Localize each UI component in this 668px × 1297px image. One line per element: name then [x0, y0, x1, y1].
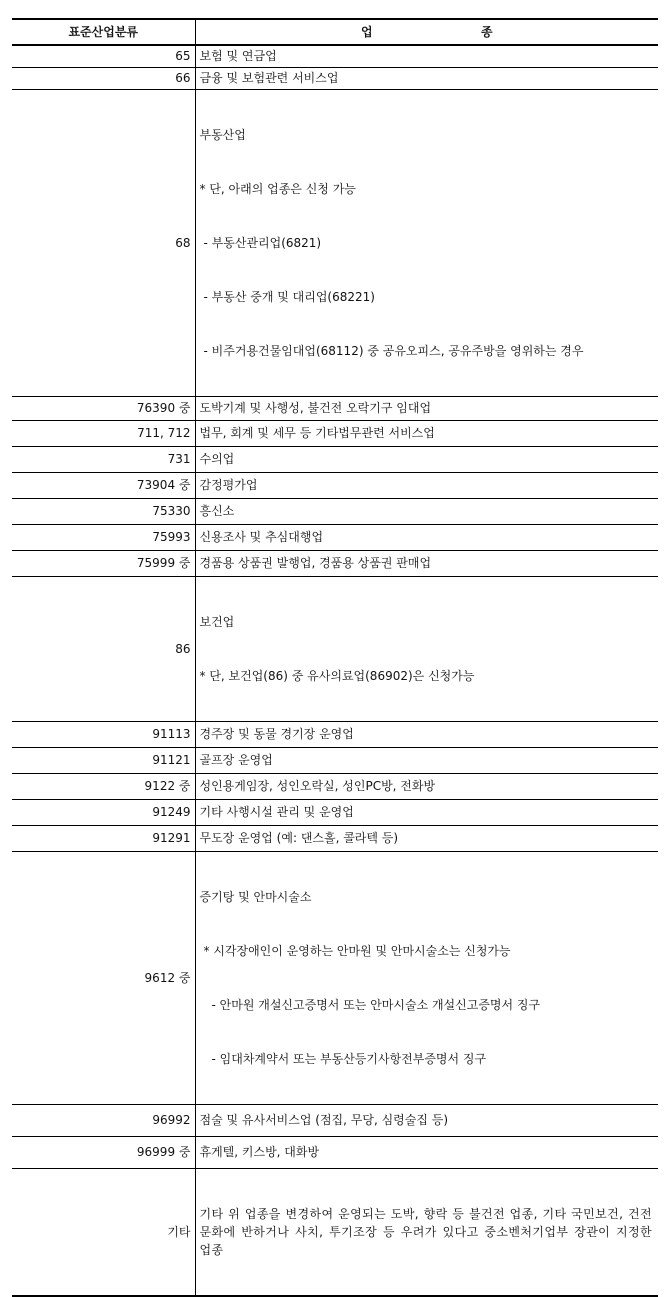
industry-name: 법무, 회계 및 세무 등 기타법무관련 서비스업	[195, 420, 658, 446]
header-industry-name	[195, 19, 658, 45]
table-row	[12, 1136, 658, 1168]
industry-code: 96999 중	[12, 1136, 195, 1168]
table-row	[12, 67, 658, 89]
header-industry-code: 표준산업분류	[12, 19, 195, 45]
industry-code: 68	[12, 89, 195, 396]
table-row	[12, 550, 658, 576]
exception-note: * 단, 아래의 업종은 신청 가능	[199, 181, 356, 196]
header-name-char-1: 업	[360, 25, 373, 39]
industry-name: 신용조사 및 추심대행업	[195, 524, 658, 550]
industry-detail	[195, 576, 658, 721]
table-row	[12, 45, 658, 67]
industry-code: 96992	[12, 1104, 195, 1136]
exception-item: - 비주거용건물임대업(68112) 중 공유오피스, 공유주방을 영위하는 경우	[203, 343, 584, 358]
industry-name: 점술 및 유사서비스업 (점집, 무당, 심령술집 등)	[195, 1104, 658, 1136]
table-row	[12, 524, 658, 550]
industry-code: 75999 중	[12, 550, 195, 576]
header-name-char-2: 종	[480, 25, 493, 39]
industry-name: 보험 및 연금업	[195, 45, 658, 67]
exception-note: * 단, 보건업(86) 중 유사의료업(86902)은 신청가능	[199, 668, 475, 683]
industry-name: 경품용 상품권 발행업, 경품용 상품권 판매업	[195, 550, 658, 576]
exception-note: * 시각장애인이 운영하는 안마원 및 안마시술소는 신청가능	[203, 943, 511, 958]
industry-code: 91121	[12, 747, 195, 773]
industry-code: 75330	[12, 498, 195, 524]
industry-name: 부동산업	[199, 127, 246, 142]
industry-code: 65	[12, 45, 195, 67]
industry-code: 91113	[12, 721, 195, 747]
industry-code: 91291	[12, 825, 195, 851]
industry-name: 무도장 운영업 (예: 댄스홀, 콜라텍 등)	[195, 825, 658, 851]
exception-item: - 부동산관리업(6821)	[203, 235, 322, 250]
table-header-row	[12, 19, 658, 45]
table-row	[12, 773, 658, 799]
table-row	[12, 576, 658, 721]
exception-item: - 안마원 개설신고증명서 또는 안마시술소 개설신고증명서 징구	[211, 997, 541, 1012]
restricted-industry-table	[12, 18, 658, 1297]
industry-name: 성인용게임장, 성인오락실, 성인PC방, 전화방	[195, 773, 658, 799]
industry-name: 기타 사행시설 관리 및 운영업	[195, 799, 658, 825]
industry-name: 수의업	[195, 446, 658, 472]
industry-code: 91249	[12, 799, 195, 825]
table-row	[12, 420, 658, 446]
industry-code: 731	[12, 446, 195, 472]
table-row	[12, 721, 658, 747]
table-row	[12, 747, 658, 773]
industry-name: 보건업	[199, 614, 235, 629]
industry-name: 도박기계 및 사행성, 불건전 오락기구 임대업	[195, 396, 658, 420]
table-row	[12, 1168, 658, 1296]
industry-code: 86	[12, 576, 195, 721]
industry-name: 휴게텔, 키스방, 대화방	[195, 1136, 658, 1168]
industry-name: 감정평가업	[195, 472, 658, 498]
exception-item: - 부동산 중개 및 대리업(68221)	[203, 289, 375, 304]
industry-name: 흥신소	[195, 498, 658, 524]
table-row	[12, 446, 658, 472]
industry-name: 금융 및 보험관련 서비스업	[195, 67, 658, 89]
industry-detail	[195, 851, 658, 1104]
table-row	[12, 825, 658, 851]
table-row	[12, 472, 658, 498]
industry-code: 9612 중	[12, 851, 195, 1104]
table-row	[12, 851, 658, 1104]
industry-detail	[195, 1168, 658, 1296]
table-row	[12, 89, 658, 396]
industry-code: 75993	[12, 524, 195, 550]
table-row	[12, 396, 658, 420]
industry-detail	[195, 89, 658, 396]
exception-item: - 임대차계약서 또는 부동산등기사항전부증명서 징구	[211, 1051, 487, 1066]
industry-name: 경주장 및 동물 경기장 운영업	[195, 721, 658, 747]
industry-name: 기타 위 업종을 변경하여 운영되는 도박, 향락 등 불건전 업종, 기타 국민보건, 건전문화에 반하거나 사치, 투기조장 등 우려가 있다고 중소벤처기업부 장관이 지정한 업종	[199, 1206, 657, 1257]
industry-name: 골프장 운영업	[195, 747, 658, 773]
table-row	[12, 498, 658, 524]
industry-code: 711, 712	[12, 420, 195, 446]
industry-code: 73904 중	[12, 472, 195, 498]
table-row	[12, 1104, 658, 1136]
industry-code: 기타	[12, 1168, 195, 1296]
industry-code: 66	[12, 67, 195, 89]
industry-name: 증기탕 및 안마시술소	[199, 889, 312, 904]
industry-code: 76390 중	[12, 396, 195, 420]
industry-code: 9122 중	[12, 773, 195, 799]
table-row	[12, 799, 658, 825]
